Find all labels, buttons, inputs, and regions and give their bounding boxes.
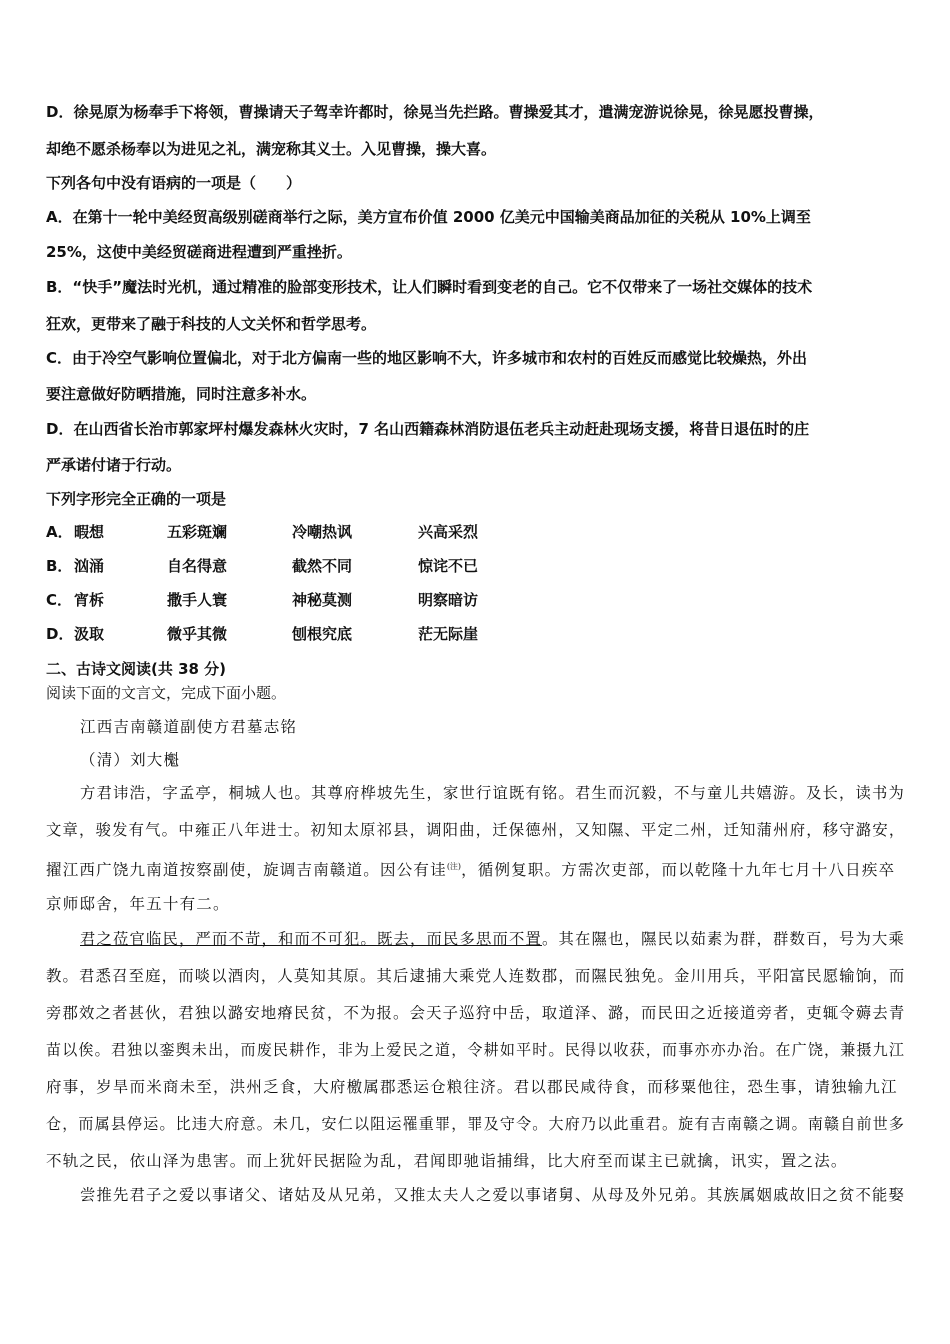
glyph-question-stem: 下列字形完全正确的一项是 <box>46 490 227 508</box>
grammar-option-d-line2: 严承诺付诸于行动。 <box>46 456 182 474</box>
passage-text: ，循例复职。方需次吏部，而以乾隆十九年七月十八日疾卒 <box>461 861 896 880</box>
option-word: 茫无际崖 <box>418 625 479 643</box>
passage-p2-line <box>80 929 905 949</box>
option-word: 汹涌 <box>74 557 105 575</box>
passage-p2-line: 苗以俟。君独以銮舆未出，而废民耕作，非为上爱民之道，令耕如平时。民得以收获，而事亦亦办治。在广饶，兼摄九江 <box>46 1041 906 1059</box>
option-word: 自名得意 <box>167 557 228 575</box>
option-label: D． <box>46 625 74 643</box>
passage-p2-line: 府事，岁旱而米商未至，洪州乏食，大府檄属郡悉运仓粮往济。君以郡民咸待食，而移粟他往，恐生事，请独输九江 <box>46 1078 898 1096</box>
option-word: 五彩斑斓 <box>167 523 228 541</box>
option-word: 截然不同 <box>292 557 353 575</box>
grammar-option-a-line2: 25%，这使中美经贸磋商进程遭到严重挫折。 <box>46 243 352 261</box>
grammar-option-a-line1: A．在第十一轮中美经贸高级别磋商举行之际，美方宣布价值 2000 亿美元中国输美商品加征的关税从 10%上调至 <box>46 208 811 226</box>
passage-p1-line <box>46 857 895 880</box>
grammar-question-stem: 下列各句中没有语病的一项是（ ） <box>46 174 302 192</box>
option-word: 暇想 <box>74 523 105 541</box>
option-word: 宵柝 <box>74 591 105 609</box>
option-word: 微乎其微 <box>167 625 228 643</box>
option-word: 刨根究底 <box>292 625 353 643</box>
option-word: 惊诧不已 <box>418 557 479 575</box>
option-word: 神秘莫测 <box>292 591 353 609</box>
passage-p2-line: 旁郡效之者甚伙，君独以潞安地瘠民贫，不为报。会天子巡狩中岳，取道泽、潞，而民田之近接道旁者，吏辄令薅去青 <box>46 1004 906 1022</box>
passage-p2-line: 仓，而属县停运。比违大府意。未几，安仁以阻运罹重罪，罪及守令。大府乃以此重君。旋有吉南赣之调。南赣自前世多 <box>46 1115 906 1133</box>
option-label: A． <box>46 523 73 541</box>
option-word: 撒手人寰 <box>167 591 228 609</box>
prev-option-d-line2: 却绝不愿杀杨奉以为进见之礼，满宠称其义士。入见曹操，操大喜。 <box>46 140 497 158</box>
grammar-option-d-line1: D．在山西省长治市郭家坪村爆发森林火灾时，7 名山西籍森林消防退伍老兵主动赶赴现场支援，将昔日退伍时的庄 <box>46 420 810 438</box>
section-heading: 二、古诗文阅读(共 38 分) <box>46 660 227 678</box>
option-word: 汲取 <box>74 625 105 643</box>
passage-title: 江西吉南赣道副使方君墓志铭 <box>80 718 298 736</box>
reading-instruction: 阅读下面的文言文，完成下面小题。 <box>46 684 287 702</box>
option-word: 明察暗访 <box>418 591 479 609</box>
passage-p2-line: 教。君悉召至庭，而啖以酒肉，人莫知其原。其后逮捕大乘党人连数郡，而隰民独免。金川用兵，平阳富民愿输饷，而 <box>46 967 906 985</box>
option-word: 兴高采烈 <box>418 523 479 541</box>
passage-p3-line: 尝推先君子之爱以事诸父、诸姑及从兄弟，又推太夫人之爱以事诸舅、从母及外兄弟。其族属姻戚故旧之贫不能娶 <box>80 1186 905 1204</box>
passage-author: （清）刘大櫆 <box>80 751 181 769</box>
grammar-option-c-line2: 要注意做好防晒措施，同时注意多补水。 <box>46 385 317 403</box>
grammar-option-b-line2: 狂欢，更带来了融于科技的人文关怀和哲学思考。 <box>46 315 377 333</box>
option-label: C． <box>46 591 73 609</box>
passage-p1-line: 京师邸舍，年五十有二。 <box>46 895 230 913</box>
passage-text: 。其在隰也，隰民以茹素为群，群数百，号为大乘 <box>541 930 905 948</box>
footnote-marker: (注) <box>446 862 462 871</box>
passage-p1-line: 方君讳浩，字孟亭，桐城人也。其尊府桦坡先生，家世行谊既有铭。君生而沉毅，不与童儿共嬉游。及长，读书为 <box>80 784 905 802</box>
prev-option-d-line1: D．徐晃原为杨奉手下将领，曹操请天子驾幸许都时，徐晃当先拦路。曹操爱其才，遣满宠游说徐晃，徐晃愿投曹操， <box>46 103 824 121</box>
passage-text: 擢江西广饶九南道按察副使，旋调吉南赣道。因公有诖 <box>46 861 447 880</box>
passage-p1-line: 文章，骏发有气。中雍正八年进士。初知太原祁县，调阳曲，迁保德州，又知隰、平定二州，迁知蒲州府，移守潞安， <box>46 821 906 839</box>
option-label: B． <box>46 557 73 575</box>
grammar-option-c-line1: C．由于冷空气影响位置偏北，对于北方偏南一些的地区影响不大，许多城市和农村的百姓反而感觉比较燥热，外出 <box>46 349 808 367</box>
grammar-option-b-line1: B．“快手”魔法时光机，通过精准的脸部变形技术，让人们瞬时看到变老的自己。它不仅带来了一场社交媒体的技术 <box>46 278 813 296</box>
option-word: 冷嘲热讽 <box>292 523 353 541</box>
underlined-sentence: 君之莅官临民，严而不苛，和而不可犯。既去，而民多思而不置 <box>80 930 542 948</box>
passage-p2-line: 不轨之民，依山泽为患害。而上犹奸民据险为乱，君闻即驰诣捕缉，比大府至而谋主已就擒，讯实，置之法。 <box>46 1152 848 1170</box>
